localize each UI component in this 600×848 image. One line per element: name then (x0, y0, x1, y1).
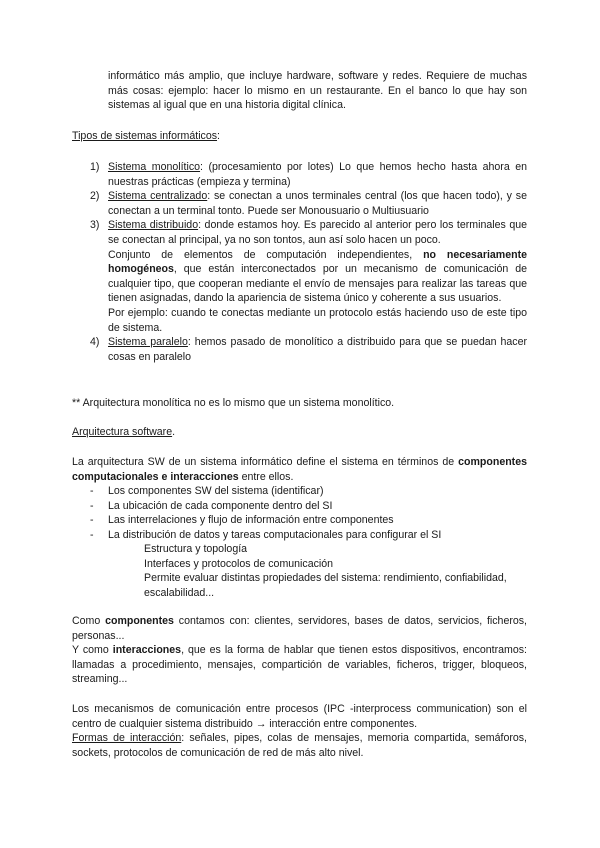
list-item: 4) Sistema paralelo: hemos pasado de monolítico a distribuido para que se puedan hacer cosas en paralelo (90, 336, 527, 363)
term-distribuido: Sistema distribuido (108, 219, 199, 232)
formas-paragraph: Formas de interacción: señales, pipes, colas de mensajes, memoria compartida, semáforos, sockets, protocolos de comunicación de red de más alto nivel. (72, 732, 527, 759)
ipc-paragraph: Los mecanismos de comunicación entre procesos (IPC -interprocess communication) son el centro de cualquier sistema distribuido → interacción entre componentes. (72, 703, 527, 730)
arquitectura-sublist (144, 542, 527, 600)
list-item: - La ubicación de cada componente dentro del SI (90, 499, 333, 512)
tipos-heading: Tipos de sistemas informáticos: (72, 130, 220, 142)
tipos-list (72, 160, 527, 364)
intro-paragraph: informático más amplio, que incluye hardware, software y redes. Requiere de muchas más cosas: ejemplo: hacer lo mismo en un restaurante. En el banco lo que hay son sistemas al igual que en una historia digital clínica. (108, 70, 527, 112)
list-item: - La distribución de datos y tareas computacionales para configurar el SI (90, 528, 442, 541)
sub-item: Permite evaluar distintas propiedades del sistema: rendimiento, confiabilidad, escalabilidad... (144, 572, 507, 599)
list-item: 1) Sistema monolítico: (procesamiento por lotes) Lo que hemos hecho hasta ahora en nuestras prácticas (empieza y termina) (90, 161, 527, 188)
term-centralizado: Sistema centralizado (108, 190, 208, 203)
sub-item: Estructura y topología (144, 543, 248, 555)
sub-item: Interfaces y protocolos de comunicación (144, 557, 334, 570)
arquitectura-paragraph: La arquitectura SW de un sistema informático define el sistema en términos de componentes computacionales e interacciones entre ellos. (72, 456, 527, 483)
list-item: - Los componentes SW del sistema (identificar) (90, 485, 324, 497)
componentes-paragraph: Como componentes contamos con: clientes, servidores, bases de datos, servicios, ficheros, personas... (72, 615, 527, 642)
list-item: - Las interrelaciones y flujo de información entre componentes (90, 514, 394, 527)
note-paragraph: ** Arquitectura monolítica no es lo mismo que un sistema monolítico. (72, 397, 395, 409)
term-monolitico: Sistema monolítico (108, 161, 201, 173)
interacciones-paragraph: Y como interacciones, que es la forma de hablar que tienen estos dispositivos, encontramos: llamadas a procedimiento, mensajes, compartición de variables, ficheros, trigger, bloqueos, streaming... (72, 644, 527, 686)
list-item: 2) Sistema centralizado: se conectan a unos terminales central (los que hacen todo), y se conectan a un terminal tonto. Puede ser Monousuario o Multiusuario (90, 190, 527, 217)
arquitectura-bullets (72, 484, 527, 542)
term-paralelo: Sistema paralelo (108, 336, 188, 349)
arquitectura-heading: Arquitectura software. (72, 426, 176, 438)
list-item: 3) Sistema distribuido: donde estamos hoy. Es parecido al anterior pero los terminales que se conectan al principal, ya no son tontos, aun así solo hacen un poco. Conjunto de elementos de computación independientes, no necesariamente homogéneos, que están interconectados por un mecanismo de comunicación de cualquier tipo, que cooperan mediante el envío de mensajes para realizar las tareas que tienen asignadas, dando la apariencia de sistema único y coherente a sus usuarios. Por ejemplo: cuando te conectas mediante un protocolo estás haciendo uso de este tipo de sistema. (90, 219, 527, 334)
